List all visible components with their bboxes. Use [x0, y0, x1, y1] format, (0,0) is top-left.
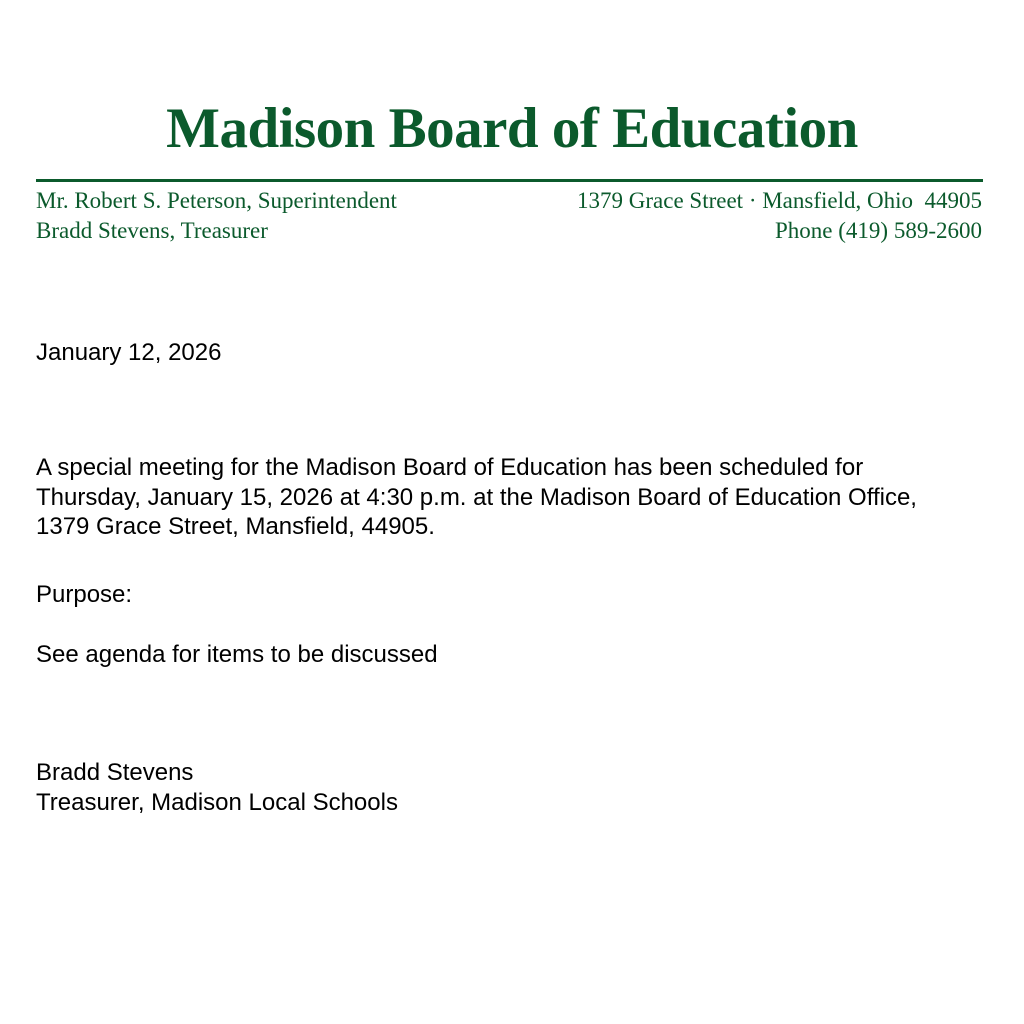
header-contact: [577, 186, 982, 246]
address: 1379 Grace Street · Mansfield, Ohio 44905: [577, 188, 982, 213]
phone: Phone (419) 589-2600: [775, 218, 982, 243]
letter-date: January 12, 2026: [36, 339, 222, 366]
header-divider: [36, 179, 983, 182]
meeting-paragraph: A special meeting for the Madison Board of Education has been scheduled for Thursday, January 15, 2026 at 4:30 p.m. at the Madison Board of Education Office, 1379 Grace Street, Mansfield, 44905.: [36, 454, 917, 540]
purpose-label: Purpose:: [36, 581, 133, 608]
signature-name: Bradd Stevens: [36, 759, 194, 786]
signature-title: Treasurer, Madison Local Schools: [36, 789, 398, 816]
purpose-text: See agenda for items to be discussed: [36, 641, 438, 668]
superintendent-name: Mr. Robert S. Peterson, Superintendent: [36, 188, 397, 213]
organization-title: Madison Board of Education: [166, 97, 858, 160]
header-officials: [36, 186, 397, 246]
treasurer-name: Bradd Stevens, Treasurer: [36, 218, 268, 243]
